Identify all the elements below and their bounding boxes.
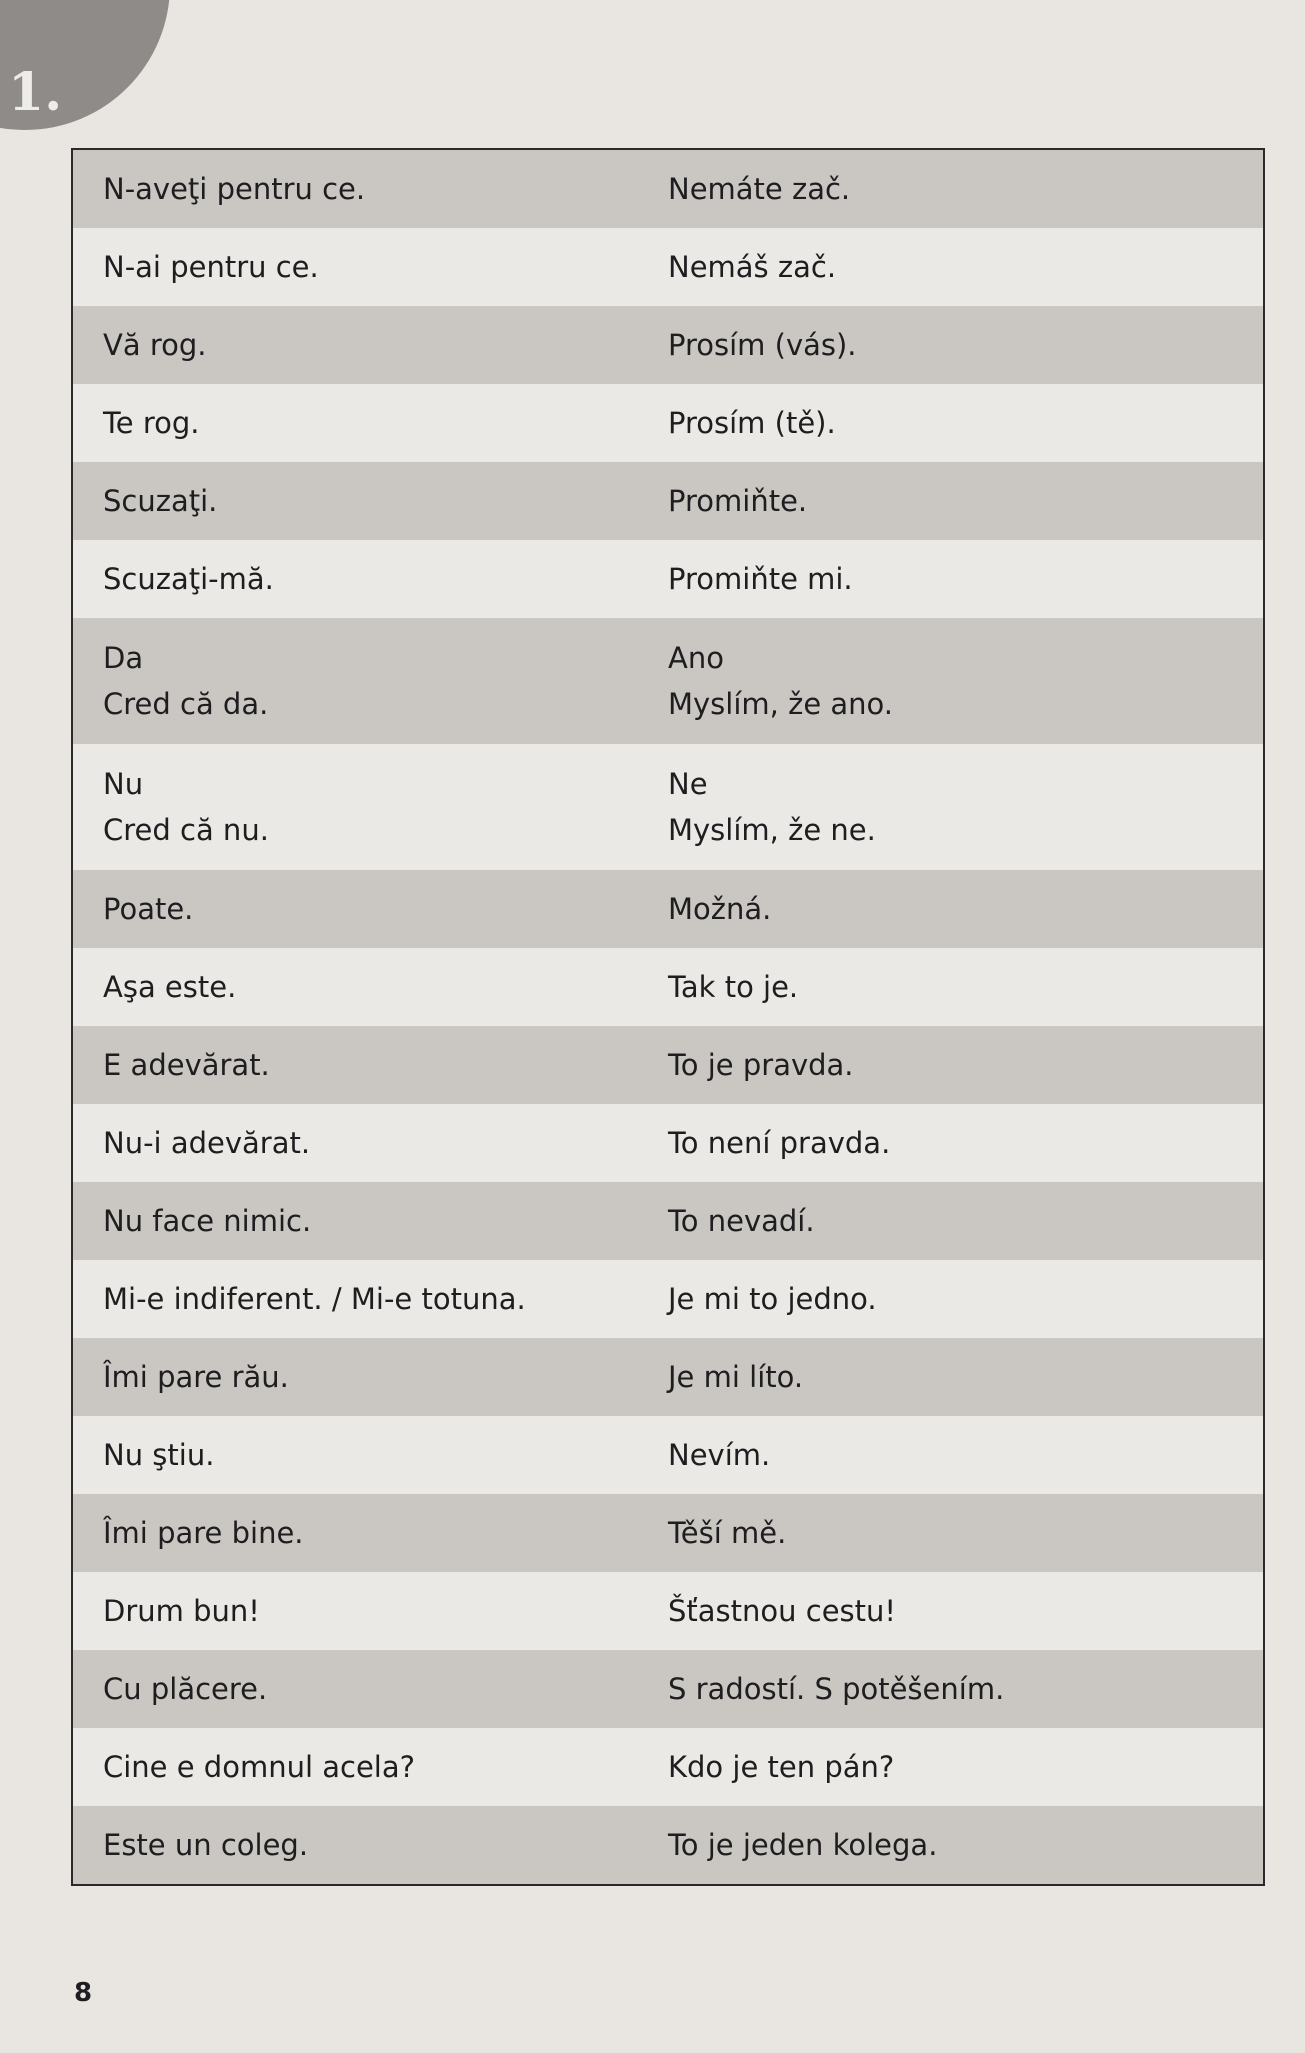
romanian-phrase: [73, 886, 668, 932]
czech-phrase: [668, 400, 1263, 446]
czech-phrase-line: Prosím (tě).: [668, 406, 836, 440]
czech-phrase-line: Ano: [668, 641, 724, 675]
table-row: [73, 618, 1263, 744]
czech-phrase-line: Promiňte.: [668, 484, 808, 518]
czech-phrase-line: S radostí. S potěšením.: [668, 1672, 1005, 1706]
czech-phrase-line: Nemáš zač.: [668, 250, 837, 284]
czech-phrase: [668, 1276, 1263, 1322]
romanian-phrase-line: Cred că nu.: [103, 813, 269, 847]
czech-phrase-line: Šťastnou cestu!: [668, 1594, 897, 1628]
czech-phrase: [668, 635, 1263, 727]
romanian-phrase: [73, 635, 668, 727]
romanian-phrase-line: Nu-i adevărat.: [103, 1126, 311, 1160]
czech-phrase-line: Myslím, že ano.: [668, 687, 893, 721]
romanian-phrase-line: Nu ştiu.: [103, 1438, 215, 1472]
czech-phrase: [668, 1744, 1263, 1790]
czech-phrase-line: Kdo je ten pán?: [668, 1750, 895, 1784]
czech-phrase-line: To není pravda.: [668, 1126, 891, 1160]
czech-phrase-line: Je mi to jedno.: [668, 1282, 877, 1316]
chapter-number: 1.: [8, 62, 63, 123]
czech-phrase-line: Nevím.: [668, 1438, 771, 1472]
romanian-phrase-line: Cred că da.: [103, 687, 269, 721]
czech-phrase: [668, 244, 1263, 290]
romanian-phrase-line: Mi-e indiferent. / Mi-e totuna.: [103, 1282, 526, 1316]
table-row: [73, 1728, 1263, 1806]
romanian-phrase: [73, 1666, 668, 1712]
romanian-phrase: [73, 964, 668, 1010]
romanian-phrase: [73, 556, 668, 602]
romanian-phrase: [73, 244, 668, 290]
czech-phrase-line: Promiňte mi.: [668, 562, 853, 596]
romanian-phrase: [73, 1588, 668, 1634]
romanian-phrase: [73, 1744, 668, 1790]
table-row: [73, 306, 1263, 384]
table-row: [73, 1338, 1263, 1416]
table-row: [73, 1416, 1263, 1494]
romanian-phrase: [73, 761, 668, 853]
romanian-phrase-line: Cine e domnul acela?: [103, 1750, 416, 1784]
czech-phrase: [668, 1822, 1263, 1868]
table-row: [73, 384, 1263, 462]
table-row: [73, 1104, 1263, 1182]
table-row: [73, 462, 1263, 540]
table-row: [73, 948, 1263, 1026]
romanian-phrase-line: Poate.: [103, 892, 194, 926]
romanian-phrase-line: Cu plăcere.: [103, 1672, 268, 1706]
table-row: [73, 1494, 1263, 1572]
romanian-phrase-line: Aşa este.: [103, 970, 237, 1004]
romanian-phrase: [73, 1354, 668, 1400]
romanian-phrase-line: Da: [103, 641, 144, 675]
czech-phrase: [668, 166, 1263, 212]
romanian-phrase: [73, 400, 668, 446]
romanian-phrase: [73, 166, 668, 212]
table-row: [73, 744, 1263, 870]
table-row: [73, 1572, 1263, 1650]
czech-phrase: [668, 1042, 1263, 1088]
romanian-phrase-line: N-aveţi pentru ce.: [103, 172, 366, 206]
czech-phrase-line: To je jeden kolega.: [668, 1828, 938, 1862]
czech-phrase: [668, 761, 1263, 853]
table-row: [73, 540, 1263, 618]
table-row: [73, 1026, 1263, 1104]
czech-phrase-line: Možná.: [668, 892, 772, 926]
czech-phrase-line: To je pravda.: [668, 1048, 854, 1082]
czech-phrase: [668, 1120, 1263, 1166]
czech-phrase: [668, 1432, 1263, 1478]
romanian-phrase-line: Este un coleg.: [103, 1828, 309, 1862]
czech-phrase: [668, 1198, 1263, 1244]
romanian-phrase: [73, 1510, 668, 1556]
czech-phrase-line: Ne: [668, 767, 708, 801]
romanian-phrase-line: N-ai pentru ce.: [103, 250, 319, 284]
romanian-phrase-line: Îmi pare rău.: [103, 1360, 289, 1394]
czech-phrase-line: Těší mě.: [668, 1516, 787, 1550]
romanian-phrase-line: Îmi pare bine.: [103, 1516, 304, 1550]
czech-phrase-line: Myslím, že ne.: [668, 813, 876, 847]
czech-phrase: [668, 964, 1263, 1010]
table-row: [73, 228, 1263, 306]
table-row: [73, 1806, 1263, 1884]
table-row: [73, 870, 1263, 948]
czech-phrase-line: Nemáte zač.: [668, 172, 851, 206]
czech-phrase: [668, 886, 1263, 932]
romanian-phrase-line: E adevărat.: [103, 1048, 270, 1082]
romanian-phrase-line: Nu face nimic.: [103, 1204, 312, 1238]
romanian-phrase: [73, 322, 668, 368]
romanian-phrase: [73, 1042, 668, 1088]
table-row: [73, 150, 1263, 228]
czech-phrase: [668, 556, 1263, 602]
czech-phrase-line: Prosím (vás).: [668, 328, 857, 362]
romanian-phrase: [73, 1432, 668, 1478]
romanian-phrase-line: Nu: [103, 767, 144, 801]
czech-phrase: [668, 1666, 1263, 1712]
romanian-phrase: [73, 1822, 668, 1868]
page-number: 8: [74, 1978, 93, 2008]
czech-phrase: [668, 322, 1263, 368]
czech-phrase: [668, 1354, 1263, 1400]
romanian-phrase-line: Drum bun!: [103, 1594, 260, 1628]
czech-phrase-line: Tak to je.: [668, 970, 799, 1004]
romanian-phrase: [73, 1198, 668, 1244]
table-row: [73, 1650, 1263, 1728]
romanian-phrase-line: Scuzaţi.: [103, 484, 218, 518]
romanian-phrase: [73, 1120, 668, 1166]
czech-phrase: [668, 1510, 1263, 1556]
romanian-phrase-line: Scuzaţi-mă.: [103, 562, 274, 596]
romanian-phrase-line: Vă rog.: [103, 328, 207, 362]
romanian-phrase-line: Te rog.: [103, 406, 200, 440]
romanian-phrase: [73, 1276, 668, 1322]
czech-phrase-line: To nevadí.: [668, 1204, 815, 1238]
table-row: [73, 1260, 1263, 1338]
czech-phrase: [668, 1588, 1263, 1634]
czech-phrase: [668, 478, 1263, 524]
romanian-phrase: [73, 478, 668, 524]
phrase-table: [71, 148, 1265, 1886]
czech-phrase-line: Je mi líto.: [668, 1360, 804, 1394]
table-row: [73, 1182, 1263, 1260]
